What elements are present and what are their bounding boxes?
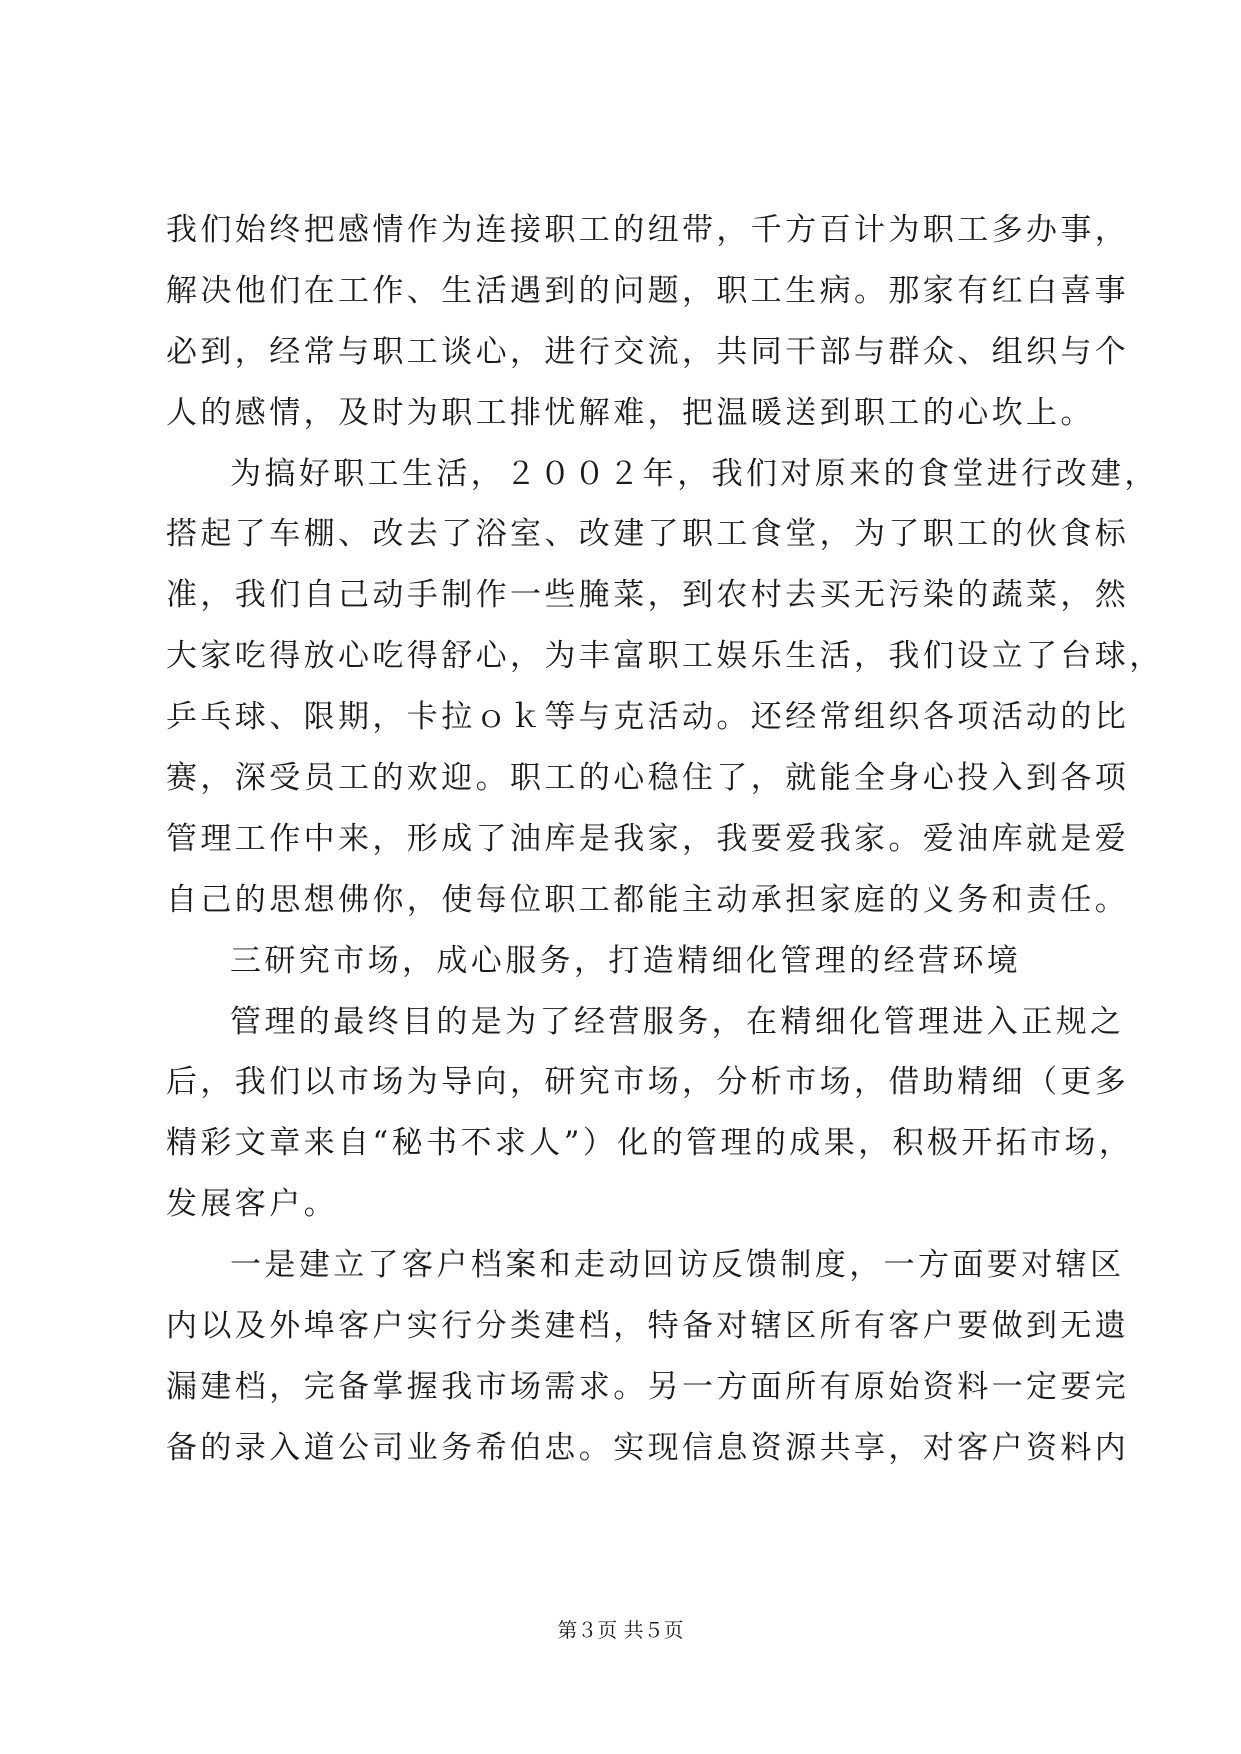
text-line: 赛，深受员工的欢迎。职工的心稳住了，就能全身心投入到各项 (166, 760, 1130, 797)
text-line: 大家吃得放心吃得舒心，为丰富职工娱乐生活，我们设立了台球， (166, 638, 1164, 675)
text-line: 搭起了车棚、改去了浴室、改建了职工食堂，为了职工的伙食标 (166, 516, 1130, 553)
paragraph (166, 1235, 1130, 1479)
document-body (166, 200, 1164, 1479)
page-number-footer: 第３页 共５页 (557, 1618, 684, 1642)
text-line: 准，我们自己动手制作一些腌菜，到农村去买无污染的蔬菜，然 (166, 577, 1130, 614)
text-line: 一是建立了客户档案和走动回访反馈制度，一方面要对辖区 (230, 1247, 1125, 1284)
paragraph (166, 444, 1164, 931)
text-line: 三研究市场，成心服务，打造精细化管理的经营环境 (230, 942, 1022, 979)
text-line: 解决他们在工作、生活遇到的问题，职工生病。那家有红白喜事 (166, 272, 1130, 309)
text-line: 人的感情，及时为职工排忧解难，把温暖送到职工的心坎上。 (166, 394, 1095, 431)
text-line: 内以及外埠客户实行分类建档，特备对辖区所有客户要做到无遗 (166, 1308, 1130, 1345)
section-heading (166, 931, 1096, 992)
paragraph (166, 200, 1130, 444)
text-line: 发展客户。 (166, 1186, 338, 1223)
text-line: 备的录入道公司业务希伯忠。实现信息资源共享，对客户资料内 (166, 1429, 1130, 1466)
text-line: 自己的思想佛你，使每位职工都能主动承担家庭的义务和责任。 (166, 881, 1130, 918)
text-line: 为搞好职工生活，２００２年，我们对原来的食堂进行改建， (230, 455, 1159, 492)
text-line: 漏建档，完备掌握我市场需求。另一方面所有原始资料一定要完 (166, 1368, 1130, 1405)
text-line: 管理的最终目的是为了经营服务，在精细化管理进入正规之 (230, 1003, 1125, 1040)
text-line: 必到，经常与职工谈心，进行交流，共同干部与群众、组织与个 (166, 333, 1130, 370)
text-line: 精彩文章来自“秘书不求人”）化的管理的成果，积极开拓市场， (166, 1125, 1134, 1162)
text-line: 我们始终把感情作为连接职工的纽带，千方百计为职工多办事， (166, 212, 1130, 248)
text-line: 管理工作中来，形成了油库是我家，我要爱我家。爱油库就是爱 (166, 820, 1130, 857)
paragraph (166, 992, 1134, 1236)
text-line: 后，我们以市场为导向，研究市场，分析市场，借助精细（更多 (166, 1064, 1130, 1101)
text-line: 乒乓球、限期，卡拉ｏｋ等与克活动。还经常组织各项活动的比 (166, 699, 1130, 736)
